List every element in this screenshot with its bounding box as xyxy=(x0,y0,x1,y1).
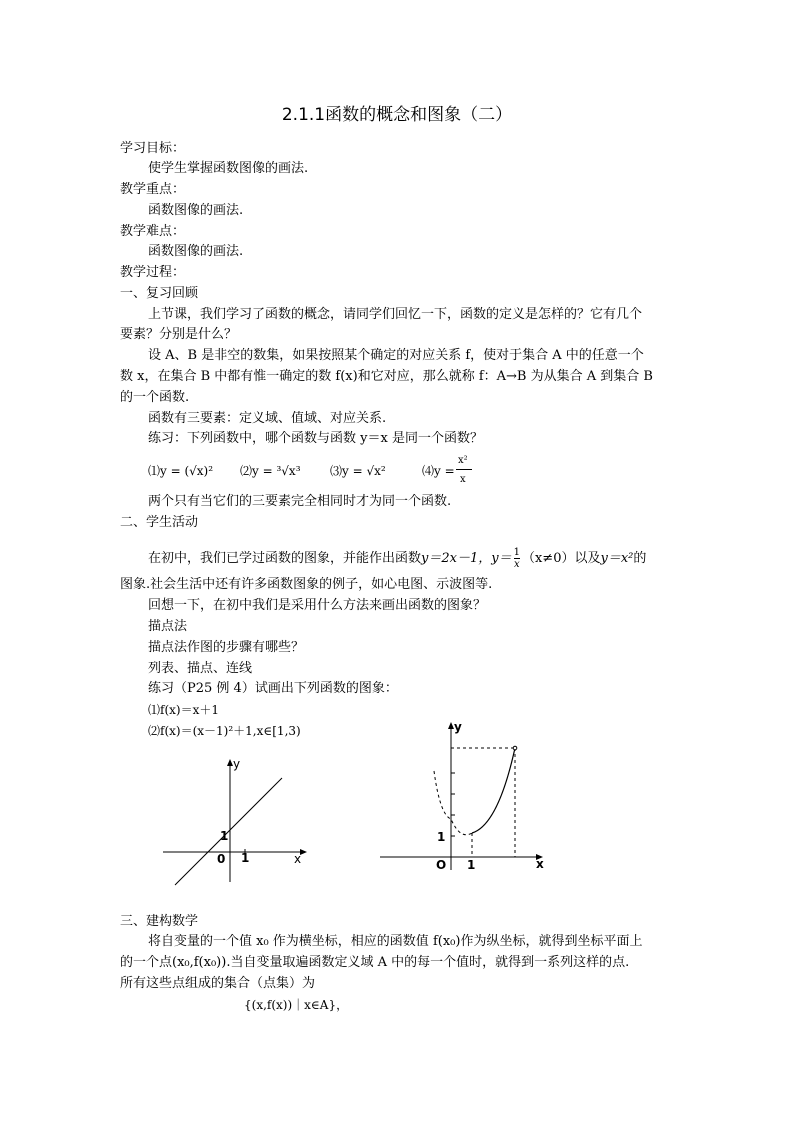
goals-text: 使学生掌握函数图像的画法. xyxy=(148,161,309,176)
paragraph-5: 两个只有当它们的三要素完全相同时才为同一个函数. xyxy=(148,494,452,509)
paragraph-11: 练习（P25 例 4）试画出下列函数的图象： xyxy=(148,681,398,696)
graph-linear-one-y-label: 1 xyxy=(220,829,229,843)
paragraph-6b: 图象.社会生活中还有许多函数图象的例子，如心电图、示波图等. xyxy=(120,577,493,592)
reciprocal-condition: （x≠0）以及 xyxy=(521,551,601,566)
paragraph-7: 回想一下，在初中我们是采用什么方法来画出函数的图象？ xyxy=(148,598,487,613)
formula-linear: y＝2x－1， xyxy=(421,551,492,566)
section-3-heading: 三、建构数学 xyxy=(120,914,199,929)
graph-linear xyxy=(155,752,315,892)
key-text: 函数图像的画法. xyxy=(148,203,244,218)
paragraph-6-start: 在初中，我们已学过函数的图象，并能作出函数 xyxy=(148,551,422,566)
reciprocal-numerator: 1 xyxy=(513,547,520,558)
paragraph-14a: 将自变量的一个值 x₀ 作为横坐标，相应的函数值 f(x₀)作为纵坐标，就得到坐标平面上 xyxy=(148,934,643,949)
graph-parabola-one-x-label: 1 xyxy=(467,858,476,872)
exercise-4-lhs: ⑷y = xyxy=(422,464,455,478)
exercise-4-numerator: x² xyxy=(458,455,468,466)
goals-label: 学习目标： xyxy=(120,141,186,156)
paragraph-14b: 的一个点(x₀,f(x₀)).当自变量取遍函数定义域 A 中的每一个值时，就得到一系列这样的点. xyxy=(120,955,630,970)
formula-square: y＝x² xyxy=(600,551,634,566)
point-set-formula: {(x,f(x))｜x∈A}， xyxy=(244,998,349,1012)
graph-parabola-y-label: y xyxy=(454,720,462,734)
section-2-heading: 二、学生活动 xyxy=(120,515,199,530)
diff-text: 函数图像的画法. xyxy=(148,244,244,259)
process-label: 教学过程： xyxy=(120,265,186,280)
graph-parabola-open-endpoint xyxy=(513,746,517,750)
exercise-4-fraction-bar xyxy=(456,469,472,470)
exercise-2: ⑵y = ³√x³ xyxy=(240,464,301,478)
key-label: 教学重点： xyxy=(120,182,186,197)
graph-parabola-origin-label: O xyxy=(436,858,447,872)
paragraph-3: 函数有三要素：定义域、值域、对应关系. xyxy=(148,411,387,426)
exercise-3: ⑶y = √x² xyxy=(330,464,386,478)
paragraph-4: 练习：下列函数中，哪个函数与函数 y＝x 是同一个函数？ xyxy=(148,431,483,446)
graph-parabola-one-y-label: 1 xyxy=(437,830,446,844)
paragraph-2a: 设 A、B 是非空的数集，如果按照某个确定的对应关系 f，使对于集合 A 中的任意一个 xyxy=(148,348,644,363)
graph-linear-one-x-label: 1 xyxy=(241,851,250,865)
exercise-4-denominator: x xyxy=(460,474,466,485)
reciprocal-denominator: x xyxy=(513,559,520,570)
section-1-heading: 一、复习回顾 xyxy=(120,286,199,301)
paragraph-8: 描点法 xyxy=(148,619,188,634)
formula-reciprocal-lhs: y＝ xyxy=(491,551,512,566)
paragraph-13: ⑵f(x)＝(x－1)²＋1,x∈[1,3) xyxy=(148,724,301,738)
graph-linear-origin-label: 0 xyxy=(217,852,226,866)
paragraph-14c: 所有这些点组成的集合（点集）为 xyxy=(120,976,316,991)
graph-linear-line xyxy=(175,778,282,885)
graph-parabola-x-label: x xyxy=(536,857,544,871)
exercise-1: ⑴y = (√x)² xyxy=(148,464,214,478)
paragraph-9: 描点法作图的步骤有哪些？ xyxy=(148,640,305,655)
graph-parabola-curve xyxy=(472,748,515,833)
paragraph-10: 列表、描点、连线 xyxy=(148,661,253,676)
diff-label: 教学难点： xyxy=(120,224,186,239)
paragraph-12: ⑴f(x)＝x＋1 xyxy=(148,703,219,717)
page-title: 2.1.1函数的概念和图象（二） xyxy=(281,105,513,125)
paragraph-6 xyxy=(148,547,646,570)
paragraph-2b: 数 x，在集合 B 中都有惟一确定的数 f(x)和它对应，那么就称 f：A→B 为从集合 A 到集合 B xyxy=(120,369,653,384)
graph-linear-x-label: x xyxy=(294,852,302,866)
paragraph-1a: 上节课，我们学习了函数的概念，请同学们回忆一下，函数的定义是怎样的？它有几个 xyxy=(148,307,643,322)
graph-parabola-dashed-left xyxy=(434,771,472,835)
paragraph-1b: 要素？分别是什么？ xyxy=(120,327,238,342)
paragraph-6-end: 的 xyxy=(633,551,647,566)
paragraph-2c: 的一个函数. xyxy=(120,390,190,405)
graph-parabola xyxy=(376,715,551,875)
reciprocal-fraction xyxy=(514,547,520,570)
graph-linear-y-label: y xyxy=(233,757,241,771)
